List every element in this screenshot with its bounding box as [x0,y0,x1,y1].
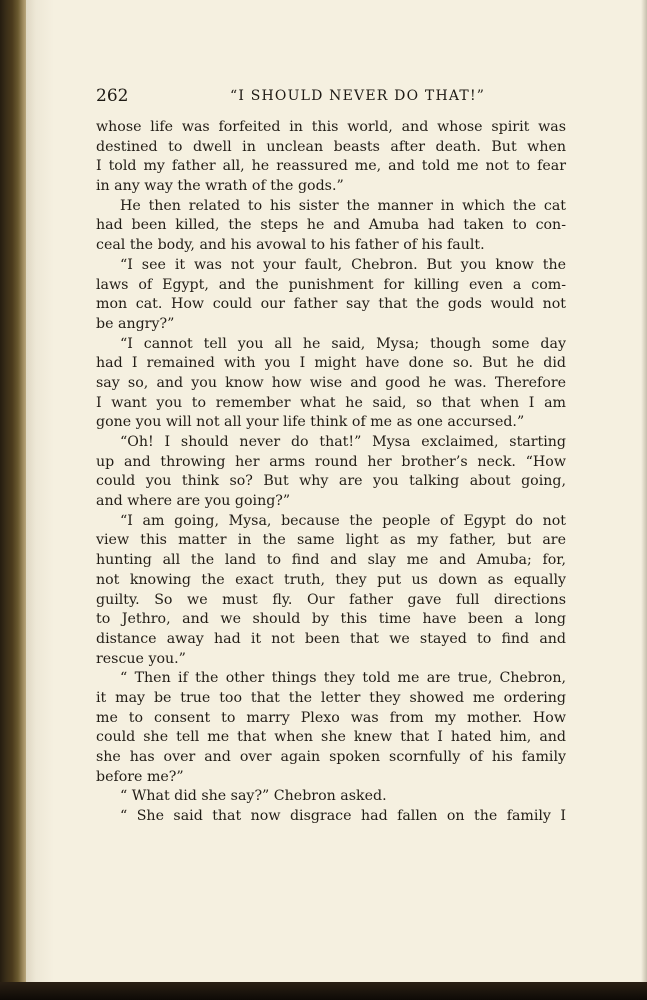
text-line: destined to dwell in unclean beasts after death. But when [96,138,566,155]
text-line: guilty. So we must fly. Our father gave full directions [96,591,566,608]
text-line: gone you will not all your life think of me as one accursed.” [96,414,525,431]
page-right-shadow [641,0,647,982]
text-line: “I cannot tell you all he said, Mysa; though some day [120,335,566,352]
text-line: could she tell me that when she knew that I hated him, and [96,729,566,746]
text-line: up and throwing her arms round her brother’s neck. “How [96,453,566,470]
text-line: view this matter in the same light as my father, but are [96,532,566,549]
body-text [96,118,566,827]
text-line: mon cat. How could our father say that the gods would not [96,296,566,313]
text-line: “ What did she say?” Chebron asked. [120,788,387,805]
text-line: “I am going, Mysa, because the people of Egypt do not [120,512,566,529]
text-line: hunting all the land to find and slay me and Amuba; for, [96,552,566,569]
text-line: it may be true too that the letter they showed me ordering [96,689,566,706]
text-line: He then related to his sister the manner in which the cat [120,197,566,214]
text-line: me to consent to marry Plexo was from my mother. How [96,709,566,726]
running-head [96,84,566,110]
text-line: “ Then if the other things they told me are true, Chebron, [120,670,566,687]
text-line: say so, and you know how wise and good he was. Therefore [96,374,566,391]
running-head-title: “I SHOULD NEVER DO THAT!” [230,88,486,104]
text-line: “I see it was not your fault, Chebron. But you know the [120,256,566,273]
text-line: before me?” [96,768,184,785]
text-line: and where are you going?” [96,493,291,510]
text-line: had I remained with you I might have done so. But he did [96,355,566,372]
text-line: be angry?” [96,315,175,332]
text-line: whose life was forfeited in this world, and whose spirit was [96,119,566,135]
text-line: had been killed, the steps he and Amuba had taken to con- [96,217,566,234]
page-number: 262 [96,86,129,106]
text-line: not knowing the exact truth, they put us down as equally [96,571,566,588]
text-line: ceal the body, and his avowal to his father of his fault. [96,237,485,254]
text-line: “Oh! I should never do that!” Mysa exclaimed, starting [120,434,566,450]
text-line: laws of Egypt, and the punishment for killing even a com- [96,276,566,293]
text-line: to Jethro, and we should by this time have been a long [96,611,566,628]
text-line: I want you to remember what he said, so that when I am [96,394,566,411]
text-line: she has over and over again spoken scornfully of his family [96,749,566,765]
text-line: rescue you.” [96,650,186,667]
text-line: “ She said that now disgrace had fallen on the family I [120,808,566,825]
text-line: distance away had it not been that we stayed to find and [96,630,566,647]
page-bottom-edge [0,982,647,1000]
text-line: in any way the wrath of the gods.” [96,178,344,195]
text-line: I told my father all, he reassured me, and told me not to fear [96,158,566,175]
text-line: could you think so? But why are you talking about going, [96,473,566,490]
